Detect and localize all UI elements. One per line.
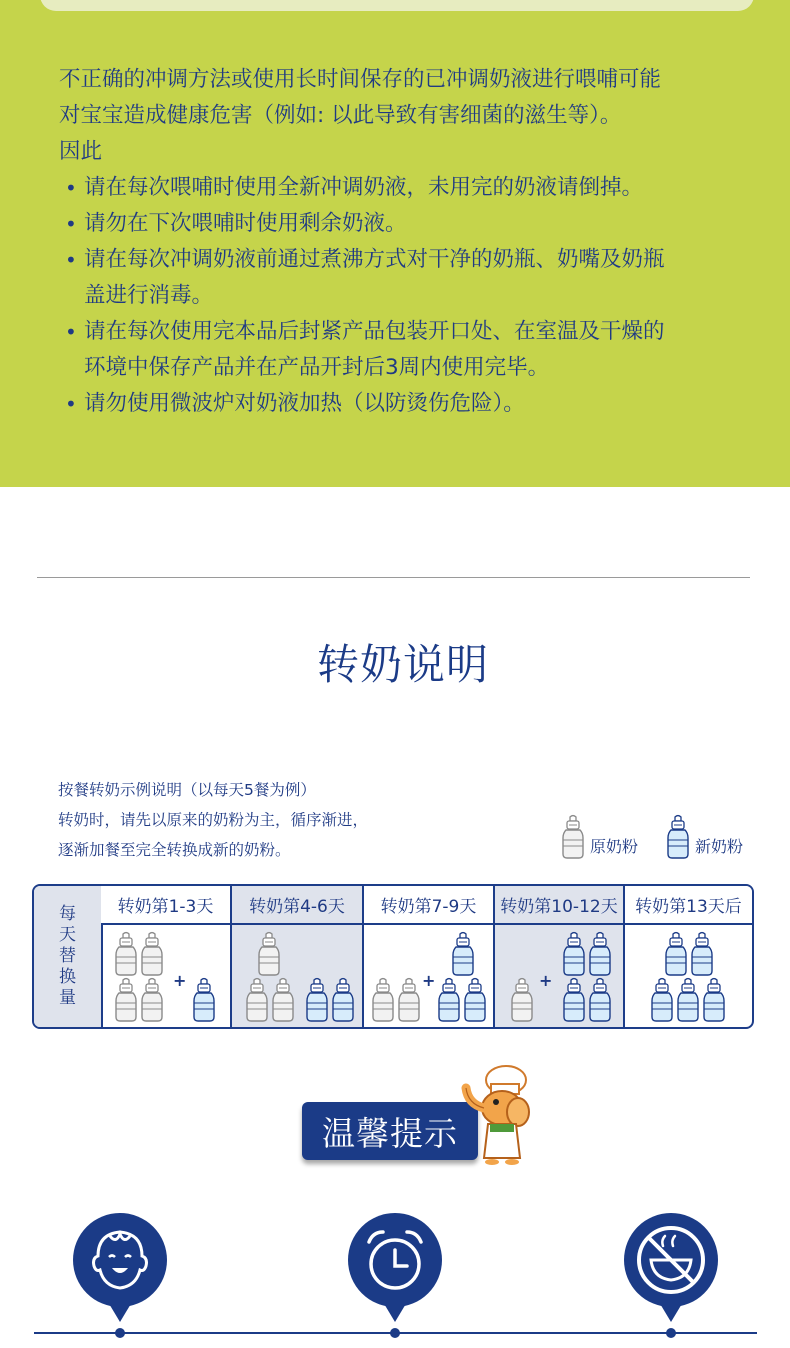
warning-line: 因此: [59, 139, 103, 164]
warning-bullet: [59, 170, 749, 206]
warning-bullet: [59, 206, 749, 242]
tip-banner: 温馨提示: [302, 1102, 478, 1160]
section-title: 转奶说明: [316, 640, 489, 689]
schedule-col-body: [232, 925, 362, 1027]
row-label-text: 每天替换量: [59, 904, 76, 1008]
warning-bullet: [59, 386, 749, 422]
schedule-col-body: [101, 925, 230, 1027]
row-label: [34, 886, 103, 1027]
schedule-col: [495, 886, 625, 1027]
bullet-line: • 请勿使用微波炉对奶液加热（以防烫伤危险）。: [84, 391, 525, 416]
new-bottle-icon: [649, 977, 675, 1023]
schedule-col: [364, 886, 495, 1027]
new-bottle-icon: [304, 977, 330, 1023]
old-bottle-icon: [256, 931, 282, 977]
bullet-line: 环境中保存产品并在产品开封后3周内使用完毕。: [84, 355, 550, 380]
new-bottle-icon: [561, 931, 587, 977]
section-divider: [37, 577, 750, 578]
old-bottle-icon: [560, 814, 586, 860]
old-bottle-icon: [139, 977, 165, 1023]
old-bottle-icon: [509, 977, 535, 1023]
warning-text: [59, 62, 749, 422]
plus-sign: +: [539, 971, 553, 990]
intro-line: 转奶时，请先以原来的奶粉为主，循序渐进，: [58, 811, 369, 829]
feeding-schedule-table: [32, 884, 754, 1029]
legend-new: [665, 810, 743, 860]
plus-sign: +: [173, 971, 187, 990]
new-bottle-icon: [462, 977, 488, 1023]
warning-line: 不正确的冲调方法或使用长时间保存的已冲调奶液进行喂哺可能: [59, 67, 662, 92]
intro-line: 按餐转奶示例说明（以每天5餐为例）: [58, 781, 316, 799]
warning-line: 对宝宝造成健康危害（例如: 以此导致有害细菌的滋生等）。: [59, 103, 622, 128]
schedule-col: [101, 886, 232, 1027]
bullet-line: • 请在每次使用完本品后封紧产品包装开口处、在室温及干燥的: [84, 319, 665, 344]
new-bottle-icon: [665, 814, 691, 860]
old-bottle-icon: [244, 977, 270, 1023]
schedule-col-body: [625, 925, 752, 1027]
old-bottle-icon: [113, 931, 139, 977]
new-bottle-icon: [450, 931, 476, 977]
elephant-chef-mascot-icon: [458, 1062, 538, 1166]
schedule-col-header: 转奶第7-9天: [364, 886, 493, 925]
bullet-line: 盖进行消毒。: [84, 283, 214, 308]
schedule-col-body: [364, 925, 493, 1027]
schedule-col-header: 转奶第1-3天: [101, 886, 230, 925]
old-bottle-icon: [139, 931, 165, 977]
schedule-col-header: 转奶第4-6天: [232, 886, 362, 925]
warning-list: [59, 170, 749, 422]
top-card: [40, 0, 754, 11]
warning-bullet: [59, 242, 749, 314]
intro-text: [58, 775, 368, 865]
legend-old-label: 原奶粉: [590, 837, 639, 856]
schedule-col-header: 转奶第10-12天: [495, 886, 623, 925]
warning-section: [0, 0, 790, 487]
new-bottle-icon: [330, 977, 356, 1023]
new-bottle-icon: [191, 977, 217, 1023]
legend-new-label: 新奶粉: [695, 837, 744, 856]
schedule-col-header: 转奶第13天后: [625, 886, 752, 925]
plus-sign: +: [422, 971, 436, 990]
no-bowl-icon: [623, 1212, 719, 1344]
new-bottle-icon: [587, 931, 613, 977]
new-bottle-icon: [663, 931, 689, 977]
new-bottle-icon: [701, 977, 727, 1023]
old-bottle-icon: [270, 977, 296, 1023]
alarm-clock-icon: [347, 1212, 443, 1344]
bullet-line: • 请在每次冲调奶液前通过煮沸方式对干净的奶瓶、奶嘴及奶瓶: [84, 247, 665, 272]
bullet-line: • 请在每次喂哺时使用全新冲调奶液，未用完的奶液请倒掉。: [84, 175, 644, 200]
schedule-col-body: [495, 925, 623, 1027]
new-bottle-icon: [561, 977, 587, 1023]
old-bottle-icon: [113, 977, 139, 1023]
schedule-col: [625, 886, 752, 1027]
new-bottle-icon: [587, 977, 613, 1023]
old-bottle-icon: [396, 977, 422, 1023]
schedule-col: [232, 886, 364, 1027]
intro-line: 逐渐加餐至完全转换成新的奶粉。: [58, 841, 291, 859]
new-bottle-icon: [689, 931, 715, 977]
baby-face-icon: [72, 1212, 168, 1344]
legend-old: [560, 810, 638, 860]
old-bottle-icon: [370, 977, 396, 1023]
new-bottle-icon: [675, 977, 701, 1023]
bullet-line: • 请勿在下次喂哺时使用剩余奶液。: [84, 211, 407, 236]
new-bottle-icon: [436, 977, 462, 1023]
warning-bullet: [59, 314, 749, 386]
